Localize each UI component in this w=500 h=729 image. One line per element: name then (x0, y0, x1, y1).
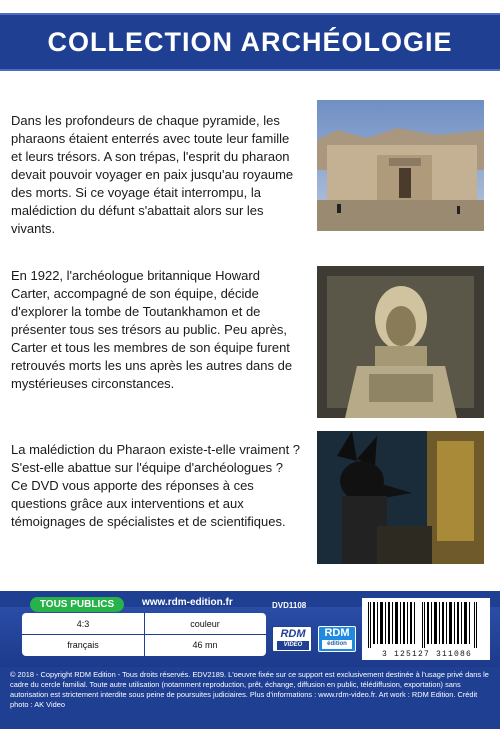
spec-format: 4:3 (76, 619, 90, 629)
mummy-mask-photo (317, 266, 484, 418)
spec-language: français (67, 640, 99, 650)
synopsis-paragraph-3: La malédiction du Pharaon existe-t-elle vraiment ? S'est-elle abattue sur l'équipe d'archéologues ? Ce DVD vous apporte des réponses à ces questions grâce aux interventions et aux témoignages de spécialistes et de scientifiques. (11, 442, 301, 529)
legal-notice: © 2018 - Copyright RDM Edition - Tous droits réservés. EDV2189. L'oeuvre fixée sur ce support est exclusivement destinée à l'usage privé dans le cadre du cercle familial. Toute autre utilisation (notamment reproduction, prêt, échange, diffusion en public, télédiffusion, exportation) sans autorisation est strictement interdite sous peine de poursuites judiciaires. Plus d'informations : www.rdm-video.fr. Art work : RDM Edition. Crédit photo : AK Video (10, 670, 489, 709)
barcode-bars (362, 598, 490, 650)
rdm-edition-logo-sub: édition (322, 640, 352, 649)
audience-badge: TOUS PUBLICS (30, 597, 124, 612)
temple-photo (317, 100, 484, 231)
rdm-video-logo-text: RDM (280, 628, 306, 640)
spec-color: couleur (190, 619, 220, 629)
specs-table (22, 613, 266, 656)
rdm-video-logo (272, 626, 312, 652)
rdm-edition-logo-text: RDM (324, 627, 350, 639)
barcode-number: 3 125127 311086 (381, 650, 472, 659)
spec-duration: 46 mn (192, 640, 218, 650)
synopsis-paragraph-1: Dans les profondeurs de chaque pyramide, les pharaons étaient enterrés avec toute leur famille et leurs trésors. A son trépas, l'esprit du pharaon devait pouvoir voyager en paix jusqu'au royaume des morts. Si ce voyage était interrompu, la malédiction du défunt s'abattait alors sur les vivants. (11, 113, 294, 236)
website-link[interactable]: www.rdm-edition.fr (142, 597, 233, 608)
page-title: COLLECTION ARCHÉOLOGIE (47, 27, 453, 57)
anubis-statue-photo (317, 431, 484, 564)
rdm-edition-logo (318, 626, 356, 652)
spec-divider-vertical (144, 613, 145, 656)
synopsis-paragraph-2: En 1922, l'archéologue britannique Howard Carter, accompagné de son équipe, décide d'explorer la tombe de Toutankhamon et de présenter tous ses trésors au public. Peu après, Carter et tous les membres de son équipe furent retrouvés morts les uns après les autres dans de mystérieuses circonstances. (11, 268, 293, 391)
dvd-reference: DVD1108 (272, 601, 307, 610)
rdm-video-logo-sub: VIDEO (277, 641, 309, 650)
